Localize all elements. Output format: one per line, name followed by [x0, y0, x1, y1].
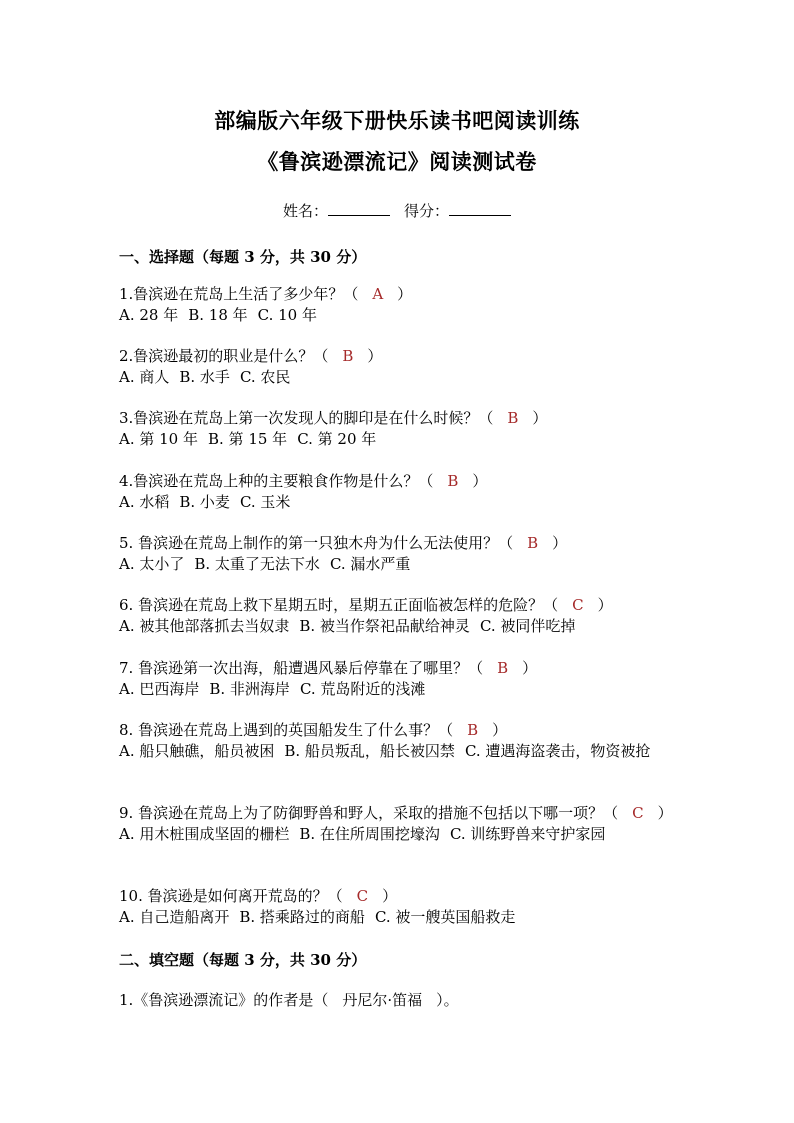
answer-mark: C [572, 596, 584, 614]
option-a: A. 28 年 [119, 306, 179, 324]
question-stem: 4.鲁滨逊在荒岛上种的主要粮食作物是什么？（ B ） [119, 472, 488, 490]
question-options [119, 305, 679, 326]
question-options [119, 492, 679, 513]
option-c: C. 第 20 年 [297, 430, 377, 448]
option-a: A. 自己造船离开 [119, 908, 230, 926]
score-blank[interactable] [449, 201, 511, 216]
option-b: B. 在住所周围挖壕沟 [299, 825, 440, 843]
question-stem: 1.鲁滨逊在荒岛上生活了多少年？（ A ） [119, 285, 413, 303]
question-options [119, 679, 679, 700]
option-c: C. 漏水严重 [329, 555, 411, 573]
question-stem: 8. 鲁滨逊在荒岛上遇到的英国船发生了什么事？（ B ） [119, 721, 508, 739]
option-a: A. 巴西海岸 [119, 680, 200, 698]
question-options [119, 824, 679, 845]
question-options [119, 367, 679, 388]
option-a: A. 被其他部落抓去当奴隶 [119, 617, 290, 635]
name-label: 姓名： [282, 202, 328, 220]
option-c: C. 农民 [239, 368, 291, 386]
question-item [119, 595, 679, 637]
answer-mark: B [497, 659, 509, 677]
option-a: A. 第 10 年 [119, 430, 198, 448]
question-item [119, 803, 679, 845]
question-item [119, 471, 679, 513]
option-b: B. 船员叛乱，船长被囚禁 [284, 742, 455, 760]
option-b: B. 小麦 [179, 493, 230, 511]
answer-mark: B [527, 534, 539, 552]
option-b: B. 太重了无法下水 [194, 555, 320, 573]
question-item [119, 284, 679, 326]
option-a: A. 用木桩围成坚固的栅栏 [119, 825, 290, 843]
option-c: C. 10 年 [257, 306, 317, 324]
question-item [119, 886, 679, 928]
question-stem: 9. 鲁滨逊在荒岛上为了防御野兽和野人，采取的措施不包括以下哪一项？（ C ） [119, 804, 673, 822]
page-title: 部编版六年级下册快乐读书吧阅读训练 [214, 108, 580, 133]
answer-mark: B [467, 721, 479, 739]
page-subtitle: 《鲁滨逊漂流记》阅读测试卷 [257, 149, 537, 174]
question-item [119, 408, 679, 450]
option-b: B. 水手 [179, 368, 230, 386]
option-b: B. 搭乘路过的商船 [239, 908, 365, 926]
question-stem: 6. 鲁滨逊在荒岛上救下星期五时，星期五正面临被怎样的危险？（ C ） [119, 596, 613, 614]
question-stem: 3.鲁滨逊在荒岛上第一次发现人的脚印是在什么时候？（ B ） [119, 409, 548, 427]
answer-mark: A [372, 285, 384, 303]
question-stem: 5. 鲁滨逊在荒岛上制作的第一只独木舟为什么无法使用？（ B ） [119, 534, 568, 552]
section-heading-fill: 二、填空题（每题 3 分，共 30 分） [119, 951, 367, 969]
option-b: B. 非洲海岸 [209, 680, 290, 698]
option-b: B. 18 年 [188, 306, 248, 324]
option-a: A. 水稻 [119, 493, 170, 511]
question-item [119, 720, 679, 762]
question-item [119, 658, 679, 700]
question-stem: 7. 鲁滨逊第一次出海，船遭遇风暴后停靠在了哪里？（ B ） [119, 659, 538, 677]
question-options [119, 429, 679, 450]
option-c: C. 荒岛附近的浅滩 [299, 680, 426, 698]
fill-answer: 丹尼尔·笛福 [342, 991, 423, 1009]
option-c: C. 被同伴吃掉 [479, 617, 576, 635]
score-label: 得分： [404, 202, 450, 220]
question-stem: 10. 鲁滨逊是如何离开荒岛的？（ C ） [119, 887, 398, 905]
section-heading-choice: 一、选择题（每题 3 分，共 30 分） [119, 248, 367, 266]
option-c: C. 遭遇海盗袭击，物资被抢 [464, 742, 651, 760]
question-item [119, 533, 679, 575]
question-stem: 2.鲁滨逊最初的职业是什么？（ B ） [119, 347, 383, 365]
question-options [119, 616, 679, 637]
option-a: A. 商人 [119, 368, 170, 386]
question-options [119, 741, 679, 762]
question-item [119, 346, 679, 388]
answer-mark: B [447, 472, 459, 490]
fill-question-item [119, 990, 679, 1011]
answer-mark: C [356, 887, 369, 905]
answer-mark: B [507, 409, 519, 427]
option-b: B. 第 15 年 [208, 430, 288, 448]
name-blank[interactable] [328, 201, 390, 216]
question-stem: 1.《鲁滨逊漂流记》的作者是（ 丹尼尔·笛福 ）。 [119, 991, 459, 1009]
answer-mark: C [632, 804, 644, 822]
option-a: A. 太小了 [119, 555, 185, 573]
option-c: C. 训练野兽来守护家园 [449, 825, 606, 843]
option-b: B. 被当作祭祀品献给神灵 [299, 617, 470, 635]
student-info-line [0, 200, 794, 221]
option-c: C. 被一艘英国船救走 [374, 908, 516, 926]
option-c: C. 玉米 [239, 493, 291, 511]
option-a: A. 船只触礁，船员被困 [119, 742, 275, 760]
answer-mark: B [342, 347, 354, 365]
question-options [119, 554, 679, 575]
question-options [119, 907, 679, 928]
